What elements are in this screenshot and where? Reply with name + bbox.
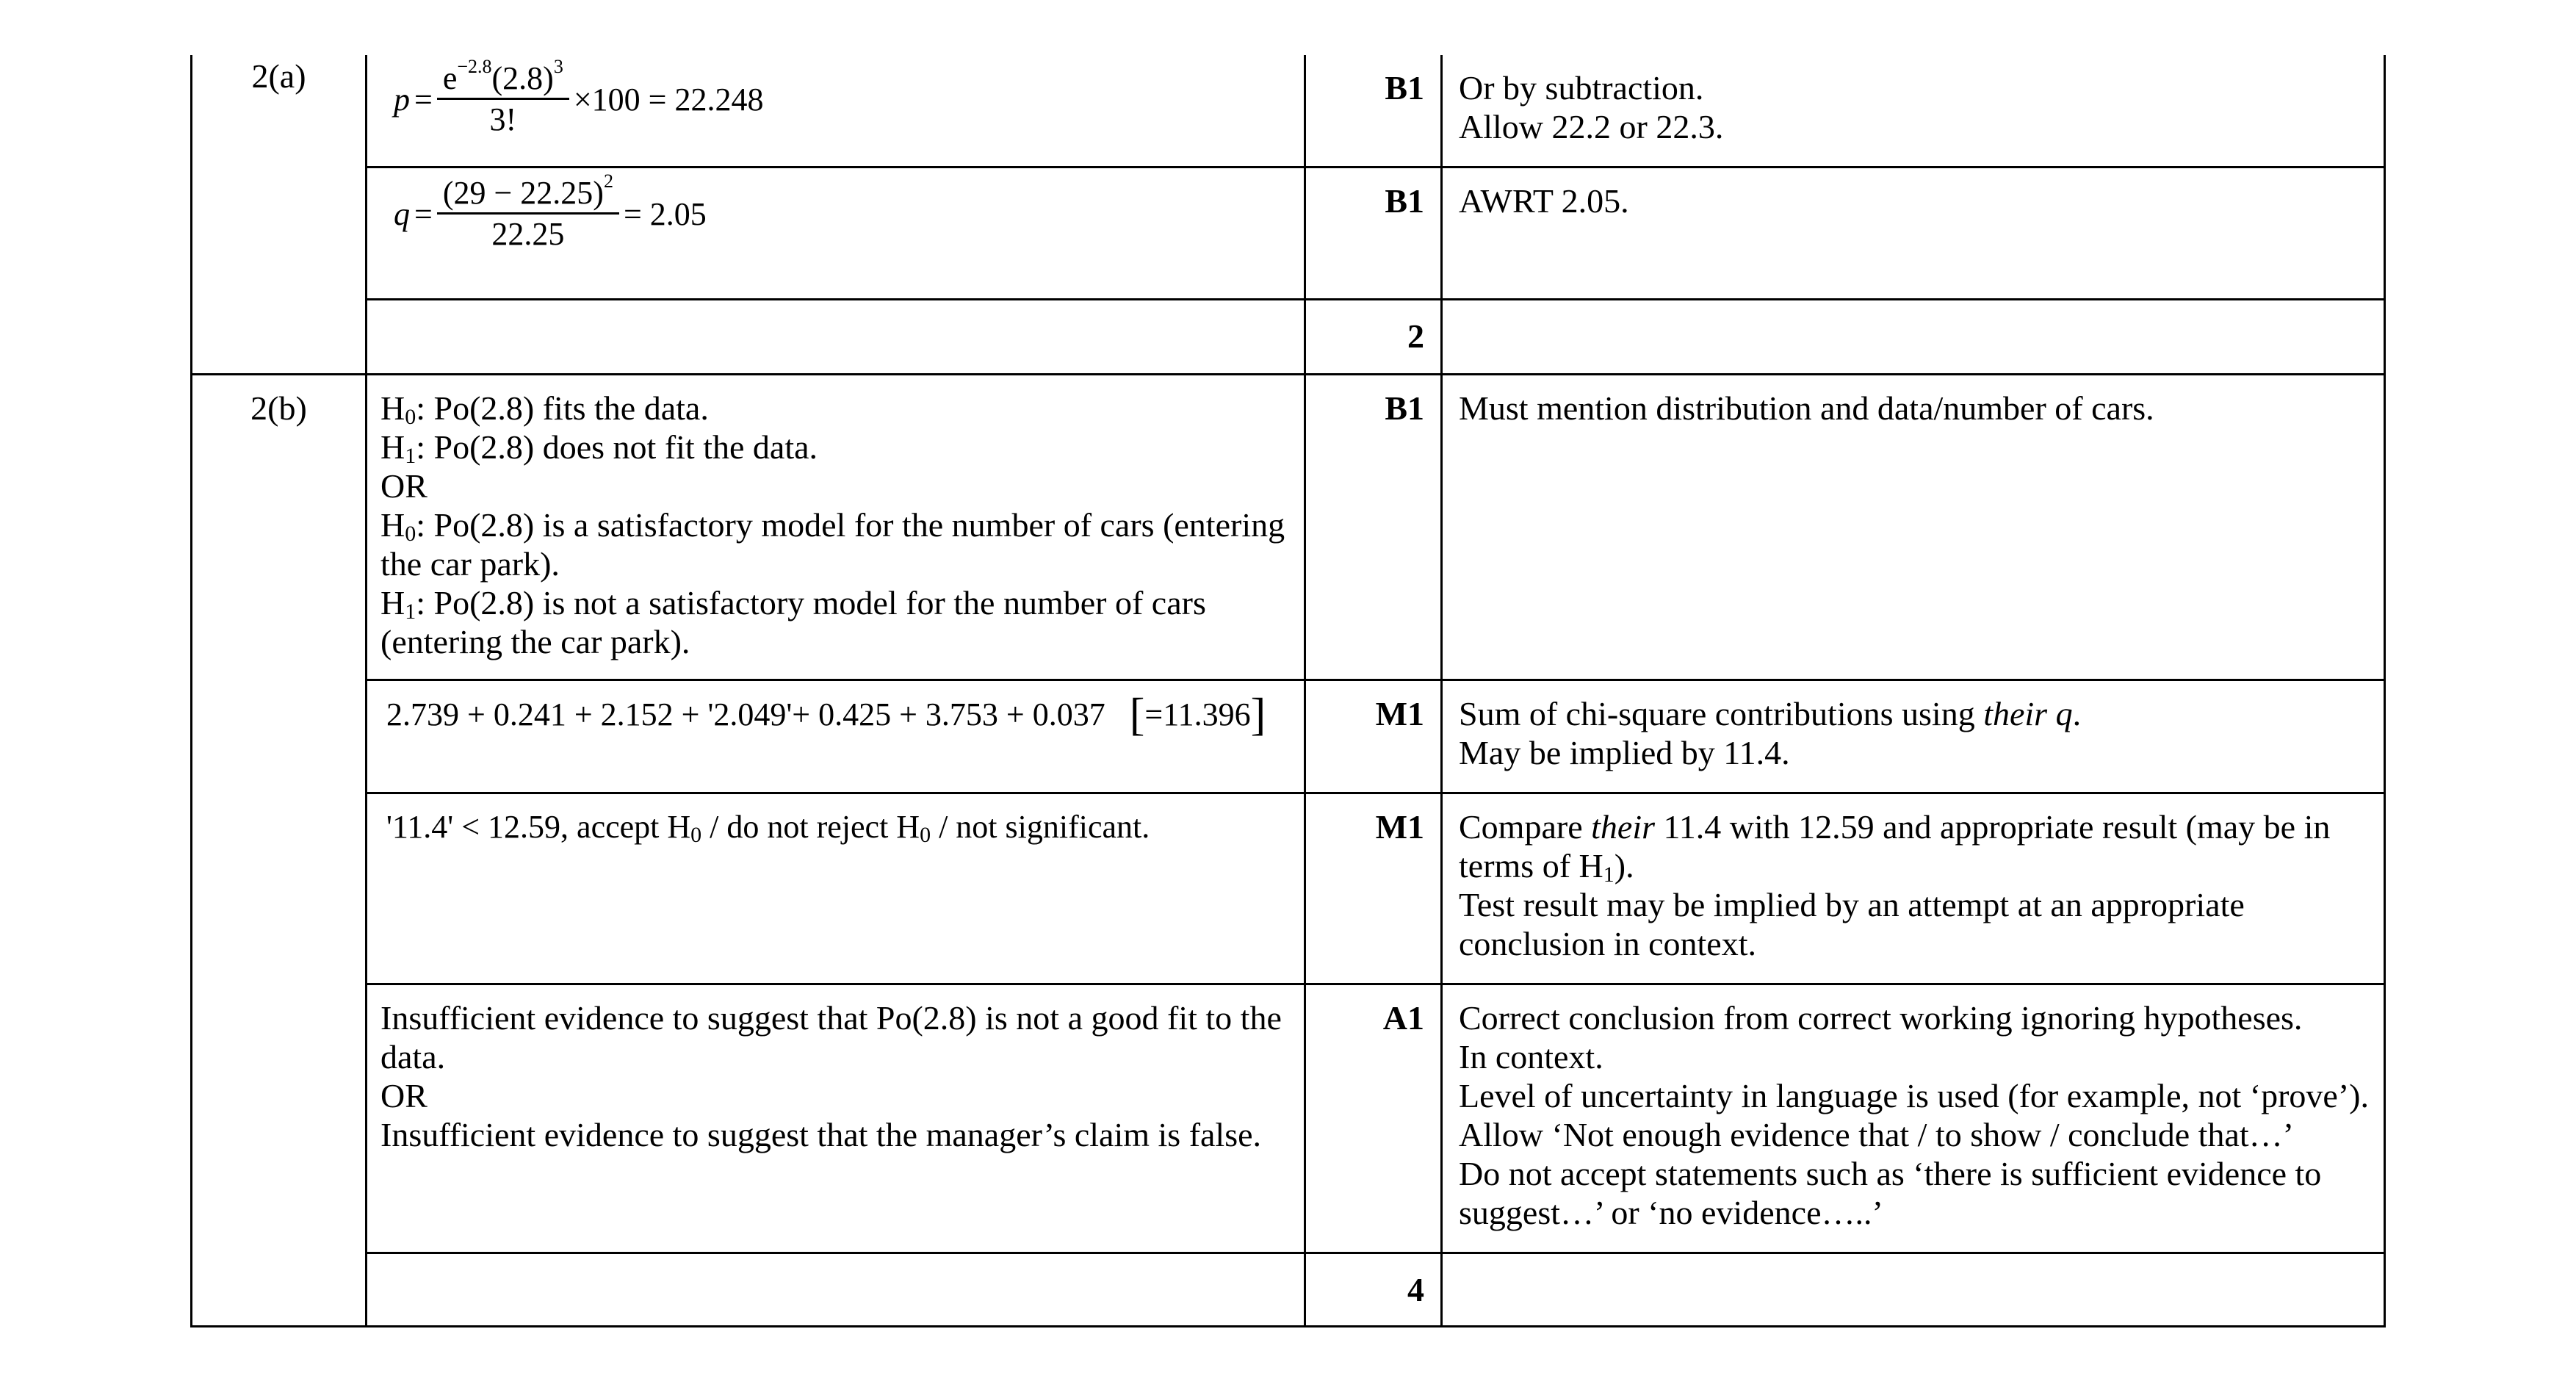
p-result: ×100 = 22.248: [573, 82, 764, 118]
guidance-line: Level of uncertainty in language is used (for example, not ‘prove’).: [1459, 1076, 2369, 1114]
numerator-power: 2: [603, 170, 613, 192]
mark-code: B1: [1385, 181, 1424, 220]
guidance-line: Test result may be implied by an attempt at an appropriate conclusion in context.: [1459, 885, 2245, 962]
answer-cell: [367, 55, 1305, 167]
table-row: [192, 299, 2385, 374]
h-letter: H: [380, 389, 405, 427]
p-denominator: 3!: [489, 101, 517, 137]
q-fraction: [437, 170, 619, 254]
comparison-text: / do not reject H: [701, 808, 920, 845]
mark-cell: [1305, 167, 1442, 299]
answer-cell: [367, 680, 1305, 793]
hypothesis-h0: [380, 389, 1288, 428]
hypothesis-text: : Po(2.8) is not a satisfactory model for the number of cars (entering the car park).: [380, 583, 1206, 660]
mark-total: 4: [1407, 1270, 1424, 1308]
hypothesis-h1-alt: [380, 583, 1288, 661]
mark-cell: [1305, 984, 1442, 1253]
h-letter: H: [380, 428, 405, 466]
h-subscript: 1: [1603, 862, 1614, 887]
open-bracket: [: [1129, 689, 1145, 740]
mark-total-cell: [1305, 299, 1442, 374]
e-exponent: −2.8: [457, 56, 492, 77]
h-subscript: 0: [690, 822, 702, 847]
p-fraction: [437, 56, 569, 140]
guidance-cell: [1442, 55, 2385, 167]
guidance-line: [1459, 807, 2373, 885]
table-row: [192, 793, 2385, 984]
mark-code: M1: [1375, 694, 1424, 732]
mark-cell: [1305, 793, 1442, 984]
h-subscript: 1: [405, 443, 416, 468]
answer-cell: [367, 374, 1305, 680]
numerator-term: (2.8): [491, 60, 554, 96]
answer-cell: [367, 299, 1305, 374]
numerator-term: (29 − 22.25): [442, 174, 604, 211]
answer-cell: [367, 793, 1305, 984]
table-row: [192, 374, 2385, 680]
guidance-text: .: [2072, 694, 2082, 732]
guidance-cell: [1442, 793, 2385, 984]
equals-sign: =: [414, 195, 433, 232]
mark-code: B1: [1385, 69, 1424, 107]
or-separator: OR: [380, 1076, 427, 1114]
sum-result: =11.396: [1144, 696, 1251, 732]
q-formula: [394, 170, 1288, 254]
hypothesis-h0-alt: [380, 505, 1288, 583]
equals-sign: =: [414, 82, 433, 118]
hypothesis-text: : Po(2.8) fits the data.: [416, 389, 709, 427]
conclusion-line: Insufficient evidence to suggest that the manager’s claim is false.: [380, 1115, 1262, 1153]
mark-code: M1: [1375, 807, 1424, 846]
chi-square-sum: [386, 689, 1266, 740]
comparison-statement: [386, 807, 1288, 846]
guidance-line: AWRT 2.05.: [1459, 181, 1629, 220]
guidance-text: ).: [1614, 846, 1634, 885]
close-bracket: ]: [1250, 689, 1266, 740]
table-row: [192, 680, 2385, 793]
question-number: 2(b): [250, 389, 307, 427]
sum-expression: 2.739 + 0.241 + 2.152 + '2.049'+ 0.425 + 3.753 + 0.037: [386, 696, 1105, 732]
guidance-line: In context.: [1459, 1037, 1603, 1076]
table-row: [192, 984, 2385, 1253]
guidance-cell: [1442, 1253, 2385, 1326]
guidance-line: Correct conclusion from correct working ignoring hypotheses.: [1459, 998, 2303, 1037]
h-letter: H: [380, 583, 405, 622]
answer-cell: [367, 1253, 1305, 1326]
mark-code: B1: [1385, 389, 1424, 427]
guidance-text: 11.4 with 12.59 and appropriate result (may be in terms of H: [1459, 807, 2331, 885]
answer-cell: [367, 984, 1305, 1253]
question-number-cell: [192, 374, 367, 1326]
q-variable: q: [394, 195, 410, 232]
guidance-line: Or by subtraction.: [1459, 69, 1704, 107]
question-number: 2(a): [251, 57, 306, 95]
comparison-text: / not significant.: [931, 808, 1150, 845]
mark-cell: [1305, 680, 1442, 793]
p-numerator: [437, 56, 569, 98]
hypothesis-text: : Po(2.8) does not fit the data.: [416, 428, 818, 466]
mark-total-cell: [1305, 1253, 1442, 1326]
conclusion-line: Insufficient evidence to suggest that Po(2.8) is not a good fit to the data.: [380, 998, 1282, 1076]
q-denominator: 22.25: [491, 215, 565, 252]
numerator-power: 3: [553, 56, 563, 77]
h-subscript: 0: [405, 404, 416, 429]
guidance-line: Allow 22.2 or 22.3.: [1459, 108, 1724, 145]
mark-total: 2: [1407, 317, 1424, 355]
guidance-line: Allow ‘Not enough evidence that / to show / conclude that…’: [1459, 1115, 2294, 1153]
question-number-cell: [192, 55, 367, 374]
guidance-text: Sum of chi-square contributions using: [1459, 694, 1984, 732]
table-row: [192, 167, 2385, 299]
guidance-cell: [1442, 299, 2385, 374]
e-base: e: [442, 60, 458, 96]
guidance-cell: [1442, 680, 2385, 793]
h-subscript: 0: [405, 521, 416, 546]
guidance-line: Must mention distribution and data/number of cars.: [1459, 389, 2154, 427]
guidance-italic: their: [1591, 807, 1656, 846]
guidance-line: Do not accept statements such as ‘there is sufficient evidence to suggest…’ or ‘no evidence…..’: [1459, 1154, 2322, 1231]
guidance-text: Compare: [1459, 807, 1592, 846]
h-subscript: 1: [405, 599, 416, 624]
guidance-italic: their q: [1983, 694, 2073, 732]
mark-scheme-table: [190, 55, 2386, 1327]
or-separator: OR: [380, 466, 427, 505]
q-result: = 2.05: [623, 195, 707, 232]
table-row: [192, 1253, 2385, 1326]
q-numerator: [437, 170, 619, 212]
guidance-cell: [1442, 167, 2385, 299]
mark-cell: [1305, 374, 1442, 680]
guidance-cell: [1442, 374, 2385, 680]
table-row: [192, 55, 2385, 167]
p-variable: p: [394, 82, 410, 118]
p-formula: [394, 56, 1288, 140]
hypothesis-text: : Po(2.8) is a satisfactory model for the number of cars (entering the car park).: [380, 505, 1285, 583]
guidance-line: [1459, 694, 2373, 733]
mark-cell: [1305, 55, 1442, 167]
answer-cell: [367, 167, 1305, 299]
mark-code: A1: [1382, 998, 1424, 1037]
hypothesis-h1: [380, 428, 1288, 466]
h-subscript: 0: [920, 822, 931, 847]
guidance-line: May be implied by 11.4.: [1459, 733, 1790, 771]
h-letter: H: [380, 505, 405, 544]
comparison-text: '11.4' < 12.59, accept H: [386, 808, 691, 845]
guidance-cell: [1442, 984, 2385, 1253]
